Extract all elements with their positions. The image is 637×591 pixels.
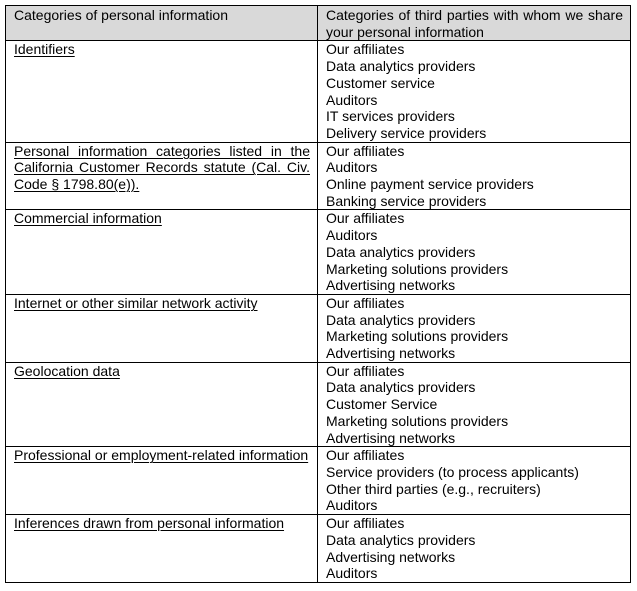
third-party-item: Our affiliates — [326, 142, 405, 159]
third-party-item: Our affiliates — [326, 41, 405, 58]
third-party-item: Auditors — [326, 497, 378, 514]
category-label: Inferences drawn from personal information — [14, 515, 285, 532]
third-party-item: Advertising networks — [326, 277, 456, 294]
table-row — [6, 447, 631, 515]
category-label: Internet or other similar network activity — [14, 294, 258, 311]
third-party-item: Our affiliates — [326, 447, 405, 464]
category-cell — [6, 515, 318, 583]
third-party-item: Customer service — [326, 74, 435, 91]
third-party-item: Online payment service providers — [326, 176, 534, 193]
third-party-item: Other third parties (e.g., recruiters) — [326, 480, 541, 497]
category-label: Personal information categories listed in the California Customer Records statute (Cal. Civ. Code § 1798.80(e)). — [14, 142, 310, 193]
third-party-item: Marketing solutions providers — [326, 328, 509, 345]
category-label: Professional or employment-related information — [14, 447, 309, 464]
table-row — [6, 515, 631, 583]
third-parties-cell — [318, 41, 631, 142]
third-party-item: Banking service providers — [326, 192, 487, 209]
table-body — [6, 41, 631, 583]
third-party-item: Auditors — [326, 159, 378, 176]
category-cell — [6, 142, 318, 210]
third-parties-cell — [318, 142, 631, 210]
category-cell — [6, 447, 318, 515]
header-third-party-categories: Categories of third parties with whom we share your personal information — [318, 6, 631, 41]
table-row — [6, 362, 631, 447]
third-party-item: Auditors — [326, 227, 378, 244]
third-parties-cell — [318, 362, 631, 447]
third-party-item: Marketing solutions providers — [326, 260, 509, 277]
category-cell — [6, 41, 318, 142]
third-party-item: Advertising networks — [326, 429, 456, 446]
category-cell — [6, 294, 318, 362]
category-label: Geolocation data — [14, 362, 120, 379]
third-party-item: Data analytics providers — [326, 243, 476, 260]
third-party-item: Auditors — [326, 565, 378, 582]
table-row — [6, 142, 631, 210]
table-row — [6, 210, 631, 295]
third-party-item: Our affiliates — [326, 362, 405, 379]
third-party-item: Our affiliates — [326, 294, 405, 311]
third-party-item: Our affiliates — [326, 210, 405, 227]
third-parties-cell — [318, 210, 631, 295]
third-party-item: Data analytics providers — [326, 531, 476, 548]
table-row — [6, 294, 631, 362]
table-container — [5, 5, 630, 583]
third-party-item: Marketing solutions providers — [326, 412, 509, 429]
third-party-item: Customer Service — [326, 396, 438, 413]
third-party-item: Auditors — [326, 91, 378, 108]
third-party-item: Delivery service providers — [326, 124, 487, 141]
third-parties-cell — [318, 515, 631, 583]
table-header-row — [6, 6, 631, 41]
category-cell — [6, 210, 318, 295]
third-party-item: Our affiliates — [326, 515, 405, 532]
third-party-item: Data analytics providers — [326, 311, 476, 328]
third-party-item: Data analytics providers — [326, 58, 476, 75]
table-row — [6, 41, 631, 142]
third-party-item: IT services providers — [326, 108, 455, 125]
third-parties-cell — [318, 447, 631, 515]
third-party-item: Service providers (to process applicants) — [326, 463, 579, 480]
third-parties-cell — [318, 294, 631, 362]
category-label: Identifiers — [14, 41, 75, 58]
third-party-item: Advertising networks — [326, 548, 456, 565]
category-cell — [6, 362, 318, 447]
third-party-item: Data analytics providers — [326, 379, 476, 396]
category-label: Commercial information — [14, 210, 162, 227]
header-personal-info-categories: Categories of personal information — [6, 6, 318, 41]
third-party-sharing-table — [5, 5, 631, 583]
third-party-item: Advertising networks — [326, 345, 456, 362]
